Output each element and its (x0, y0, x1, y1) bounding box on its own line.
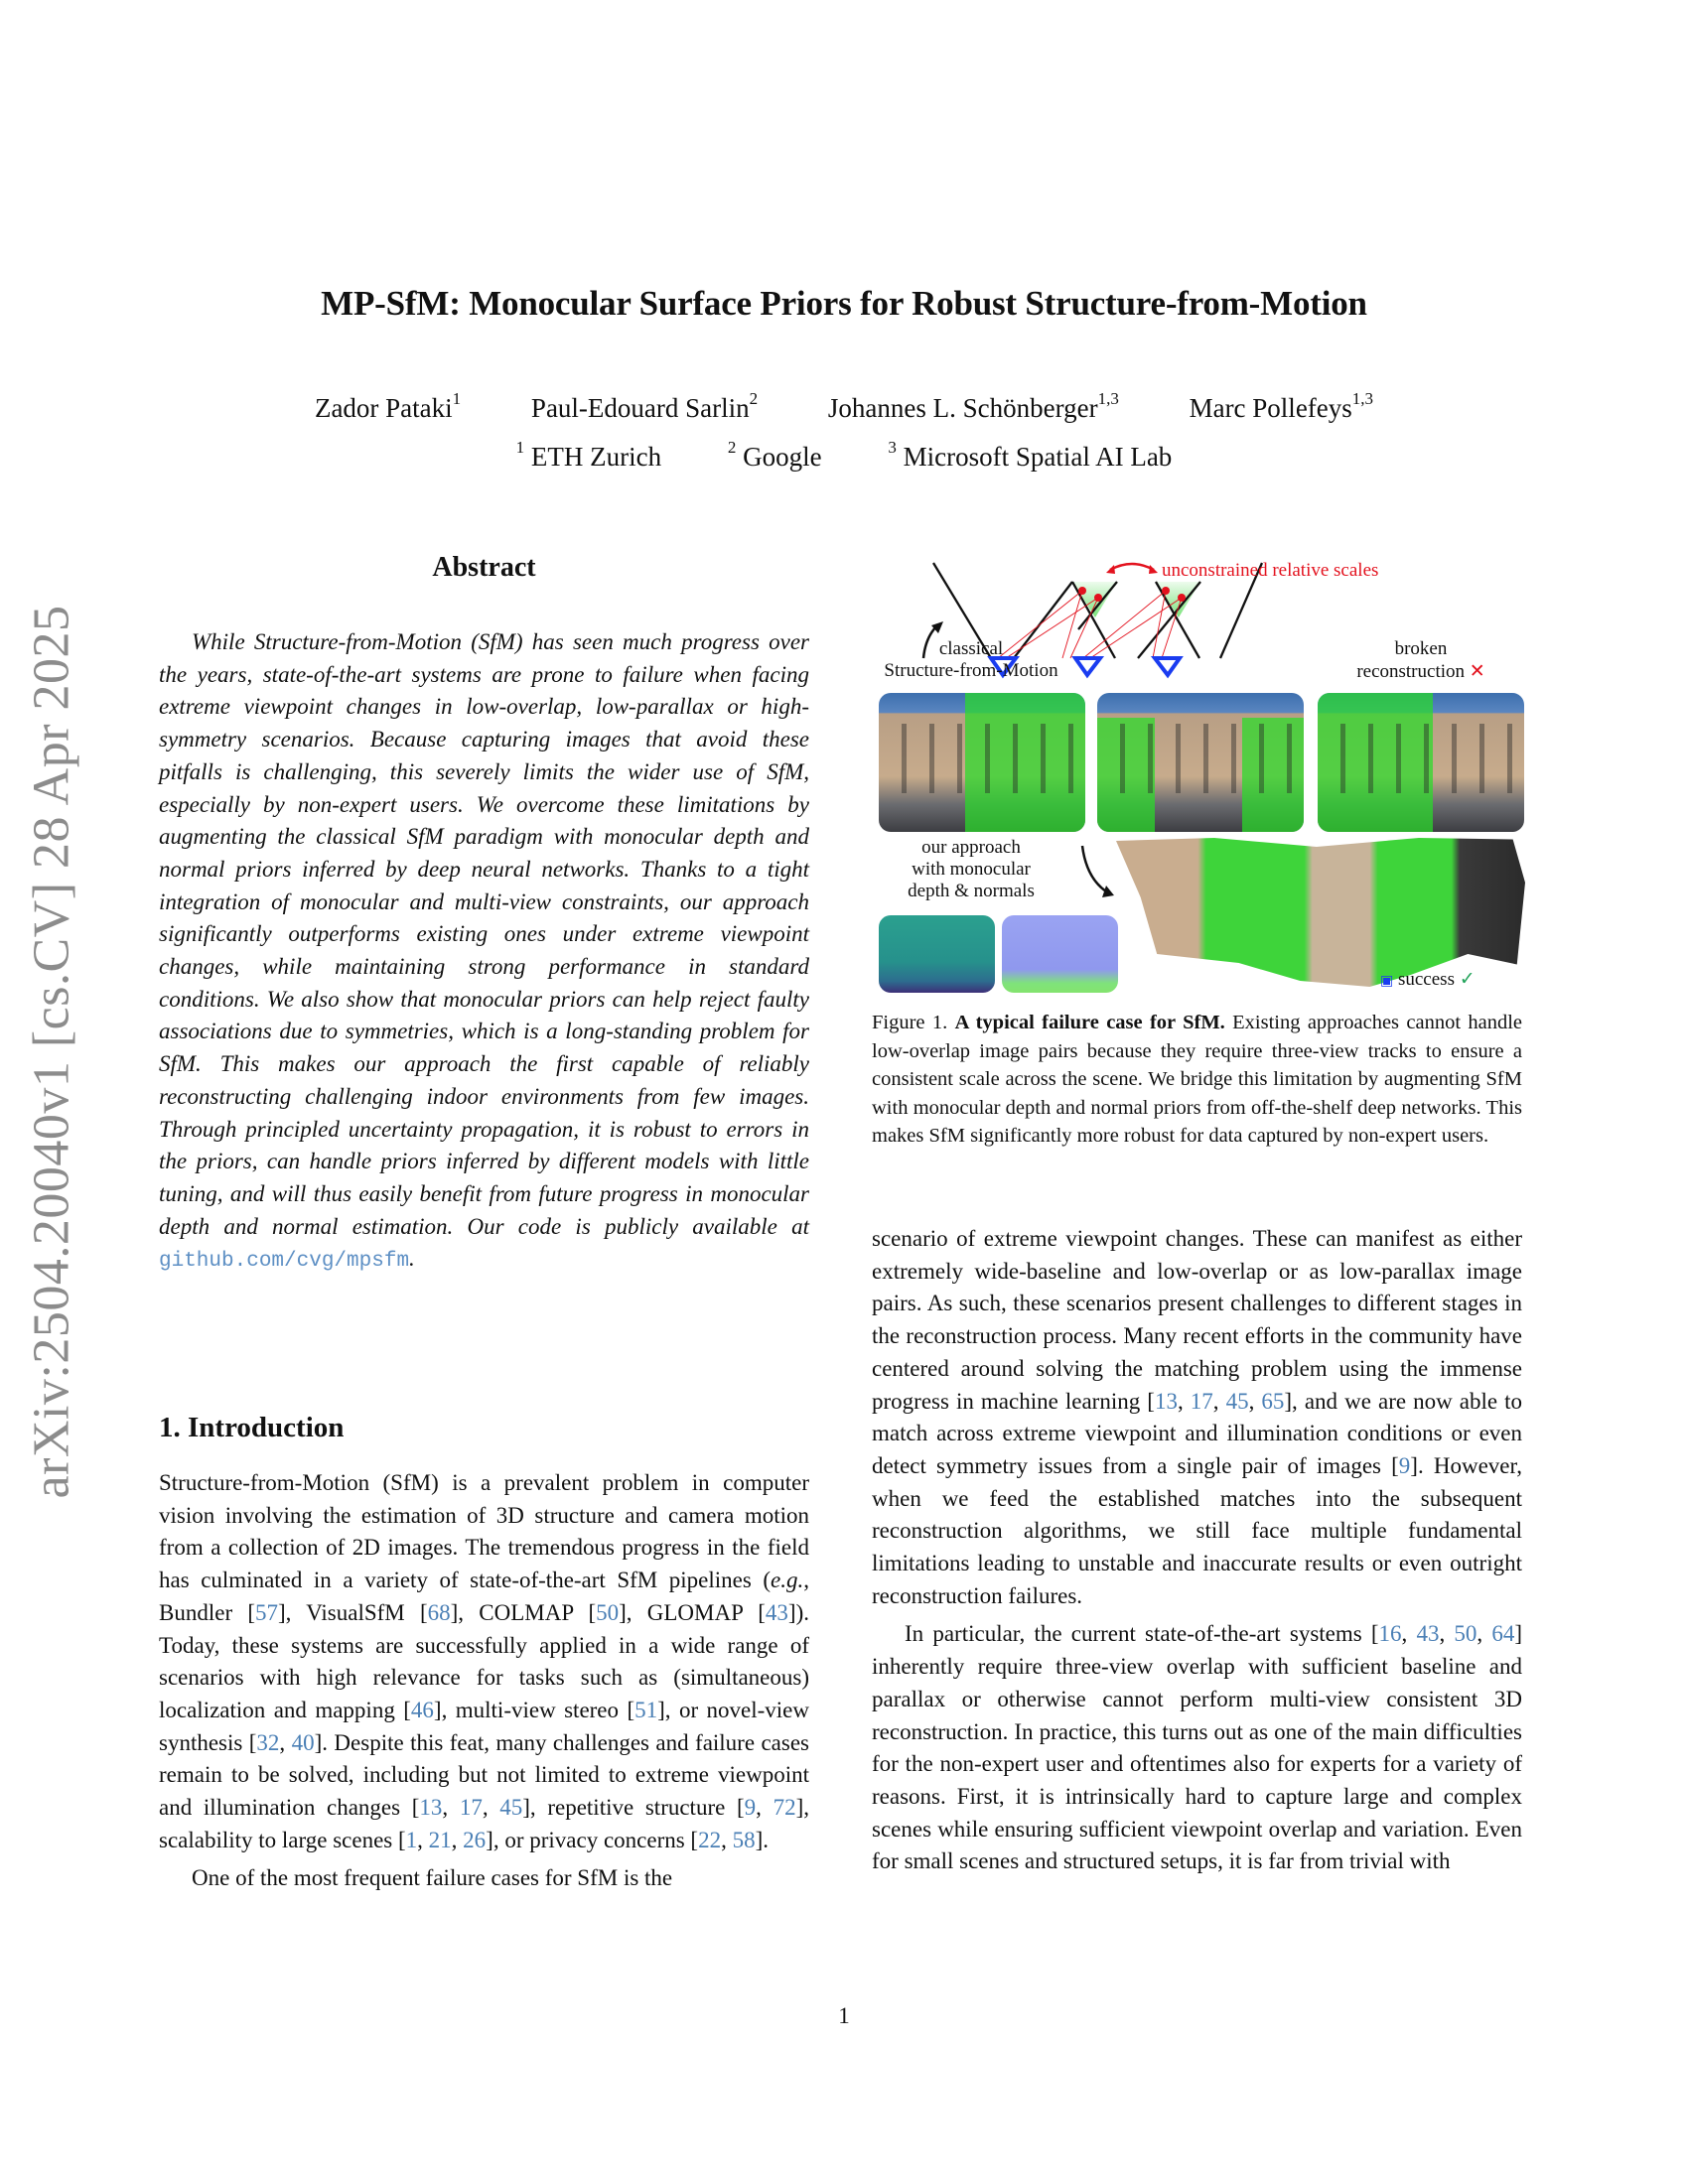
author-affil: 1,3 (1097, 389, 1119, 408)
double-arrow-icon (1110, 564, 1154, 570)
author (530, 389, 759, 423)
label-line: with monocular (912, 859, 1031, 880)
affiliation (515, 438, 662, 472)
right-paragraph-2: In particular, the current state-of-the-art systems [16, 43, 50, 64] inherently require three-view overlap with sufficient baseline and parallax or otherwise cannot perform multi-view consistent 3D reconstruction. In practice, this turns out as one of the main difficulties for the non-expert user and oftentimes also for experts for a variety of reasons. First, it is intrinsically hard to capture large and complex scenes while ensuring sufficient viewpoint overlap and variation. Even for small scenes and structured setups, it is far from trivial with (872, 1621, 1523, 1874)
affil-name: ETH Zurich (530, 442, 662, 472)
check-icon: ✓ (1459, 968, 1476, 990)
citation-link[interactable]: 26 (463, 1827, 487, 1852)
italic-text: e.g. (771, 1568, 804, 1593)
citation-link[interactable]: 40 (291, 1729, 315, 1755)
depth-map-image (879, 915, 995, 993)
intro-paragraph-2: One of the most frequent failure cases for SfM is the (192, 1865, 673, 1891)
author-affil: 2 (749, 389, 759, 408)
label-our-approach (872, 837, 1070, 902)
citation-link[interactable]: 68 (427, 1599, 451, 1625)
affiliation (727, 438, 822, 472)
figure-1-caption (872, 1009, 1522, 1151)
caption-label: Figure 1. (872, 1012, 948, 1033)
author-affil: 1 (452, 389, 462, 408)
citation-link[interactable]: 50 (596, 1599, 620, 1625)
curved-arrow-icon (1078, 844, 1118, 903)
right-paragraph-1: scenario of extreme viewpoint changes. These can manifest as either extremely wide-baseline and low-overlap or as low-parallax image pairs. As such, these scenarios present challenges to different stages in the reconstruction process. Many recent efforts in the community have centered around solving the matching problem using the immense progress in machine learning [13, 17, 45, 65], and we are now able to match across extreme viewpoint and illumination conditions or even detect symmetry issues from a single pair of images [9]. However, when we feed the established matches into the subsequent reconstruction algorithms, we still face multiple fundamental limitations leading to unstable and inaccurate results or even outright reconstruction failures. (872, 1226, 1523, 1608)
affil-num: 1 (515, 438, 525, 457)
citation-link[interactable]: 13 (419, 1795, 443, 1821)
citation-link[interactable]: 43 (765, 1599, 788, 1625)
normal-map-image (1002, 915, 1118, 993)
author-affil: 1,3 (1351, 389, 1374, 408)
intro-paragraph-1: Structure-from-Motion (SfM) is a prevalent problem in computer vision involving the estimation of 3D structure and camera motion from a collection of 2D images. The tremendous progress in the field has culminated in a variety of state-of-the-art SfM pipelines (e.g., Bundler [57], VisualSfM [68], COLMAP [50], GLOMAP [43]). Today, these systems are successfully applied in a wide range of scenarios with high relevance for tasks such as (simultaneous) localization and mapping [46], multi-view stereo [51], or novel-view synthesis [32, 40]. Despite this feat, many challenges and failure cases remain to be solved, including but not limited to extreme viewpoint and illumination changes [13, 17, 45], repetitive structure [9, 72], scalability to large scenes [1, 21, 26], or privacy concerns [22, 58]. (159, 1470, 809, 1852)
affil-name: Microsoft Spatial AI Lab (903, 442, 1173, 472)
figure-1 (872, 546, 1529, 1005)
citation-link[interactable]: 9 (1398, 1452, 1411, 1478)
affiliation (888, 438, 1173, 472)
abstract-paragraph: While Structure-from-Motion (SfM) has seen much progress over the years, state-of-the-art systems are prone to failure when facing extreme viewpoint changes in low-overlap, low-parallax or high-symmetry scenarios. Because capturing images that avoid these pitfalls is challenging, this severely limits the wider use of SfM, especially by non-expert users. We overcome these limitations by augmenting the classical SfM paradigm with monocular depth and normal priors inferred by deep neural networks. Thanks to a tight integration of monocular and multi-view constraints, our approach significantly outperforms existing ones under extreme viewpoint changes, while maintaining strong performance in standard conditions. We also show that monocular priors can help reject faulty associations due to symmetries, which is a long-standing problem for SfM. This makes our approach the first capable of reliably reconstructing challenging indoor environments from few images. Through principled uncertainty propagation, it is robust to errors in the priors, can handle priors inferred by different models with little tuning, and will thus easily benefit from future progress in monocular depth and normal estimation. Our code is publicly available at (159, 629, 809, 1239)
building-windows (891, 724, 1072, 793)
affil-name: Google (743, 442, 822, 472)
reconstruction-point-cloud (1116, 838, 1525, 987)
photo-left (879, 693, 1085, 832)
author (1189, 389, 1374, 423)
abstract-end: . (409, 1246, 415, 1272)
citation-link[interactable]: 13 (1154, 1388, 1178, 1414)
citation-link[interactable]: 51 (634, 1697, 658, 1722)
paper-title: MP-SfM: Monocular Surface Priors for Robust Structure-from-Motion (321, 284, 1367, 323)
affil-num: 3 (888, 438, 897, 457)
citation-link[interactable]: 72 (773, 1795, 796, 1821)
citation-link[interactable]: 16 (1378, 1621, 1402, 1647)
affil-num: 2 (727, 438, 737, 457)
arxiv-stamp: arXiv:2504.20040v1 [cs.CV] 28 Apr 2025 (23, 605, 80, 1499)
author-name: Zador Pataki (314, 393, 453, 423)
label-line: Structure-from-Motion (884, 660, 1058, 681)
citation-link[interactable]: 64 (1491, 1621, 1515, 1647)
introduction-body (159, 1467, 809, 1895)
right-column-body (872, 1223, 1522, 1878)
citation-link[interactable]: 65 (1261, 1388, 1285, 1414)
citation-link[interactable]: 50 (1454, 1621, 1477, 1647)
label-line: our approach (921, 837, 1021, 858)
citation-link[interactable]: 57 (254, 1599, 278, 1625)
label-success (1380, 968, 1529, 992)
citation-link[interactable]: 58 (732, 1827, 756, 1852)
abstract-heading: Abstract (432, 552, 536, 583)
author-name: Paul-Edouard Sarlin (530, 393, 750, 423)
label-line: classical (938, 638, 1004, 659)
label-line: broken (1394, 638, 1448, 659)
success-text: success (1397, 969, 1455, 990)
citation-link[interactable]: 45 (1225, 1388, 1249, 1414)
label-line: depth & normals (908, 881, 1035, 901)
citation-link[interactable]: 46 (410, 1697, 434, 1722)
abstract-body (159, 626, 809, 1279)
label-line: reconstruction (1356, 661, 1465, 682)
label-classical-sfm (872, 638, 1070, 682)
section-heading-introduction: 1. Introduction (159, 1412, 345, 1443)
author-list (0, 389, 1688, 424)
citation-link[interactable]: 45 (499, 1795, 523, 1821)
page-number: 1 (838, 2003, 850, 2028)
author-name: Johannes L. Schönberger (827, 393, 1098, 423)
citation-link[interactable]: 9 (744, 1795, 757, 1821)
citation-link[interactable]: 21 (428, 1827, 452, 1852)
caption-text: Existing approaches cannot handle low-overlap image pairs because they require three-view tracks to ensure a consistent scale across the scene. We bridge this limitation by augmenting SfM with monocular depth and normal priors from off-the-shelf deep networks. This makes SfM significantly more robust for data captured by non-expert users. (872, 1012, 1522, 1148)
author (314, 389, 462, 423)
citation-link[interactable]: 17 (459, 1795, 483, 1821)
author-name: Marc Pollefeys (1189, 393, 1352, 423)
citation-link[interactable]: 32 (256, 1729, 280, 1755)
label-unconstrained-scales: unconstrained relative scales (1162, 560, 1379, 581)
citation-link[interactable]: 17 (1190, 1388, 1213, 1414)
building-windows (1109, 724, 1291, 793)
building-windows (1330, 724, 1511, 793)
citation-link[interactable]: 43 (1416, 1621, 1440, 1647)
code-link[interactable]: github.com/cvg/mpsfm (159, 1250, 410, 1274)
cross-icon: ✕ (1469, 660, 1485, 682)
affiliation-list (0, 438, 1688, 473)
author (827, 389, 1119, 423)
abstract-text (159, 626, 809, 1279)
caption-title: A typical failure case for SfM. (954, 1012, 1225, 1033)
photo-center (1097, 693, 1304, 832)
citation-link[interactable]: 22 (698, 1827, 722, 1852)
camera-icon: ▣ (1380, 973, 1394, 989)
citation-link[interactable]: 1 (405, 1827, 418, 1852)
photo-right (1318, 693, 1524, 832)
label-broken-reconstruction (1317, 638, 1525, 683)
